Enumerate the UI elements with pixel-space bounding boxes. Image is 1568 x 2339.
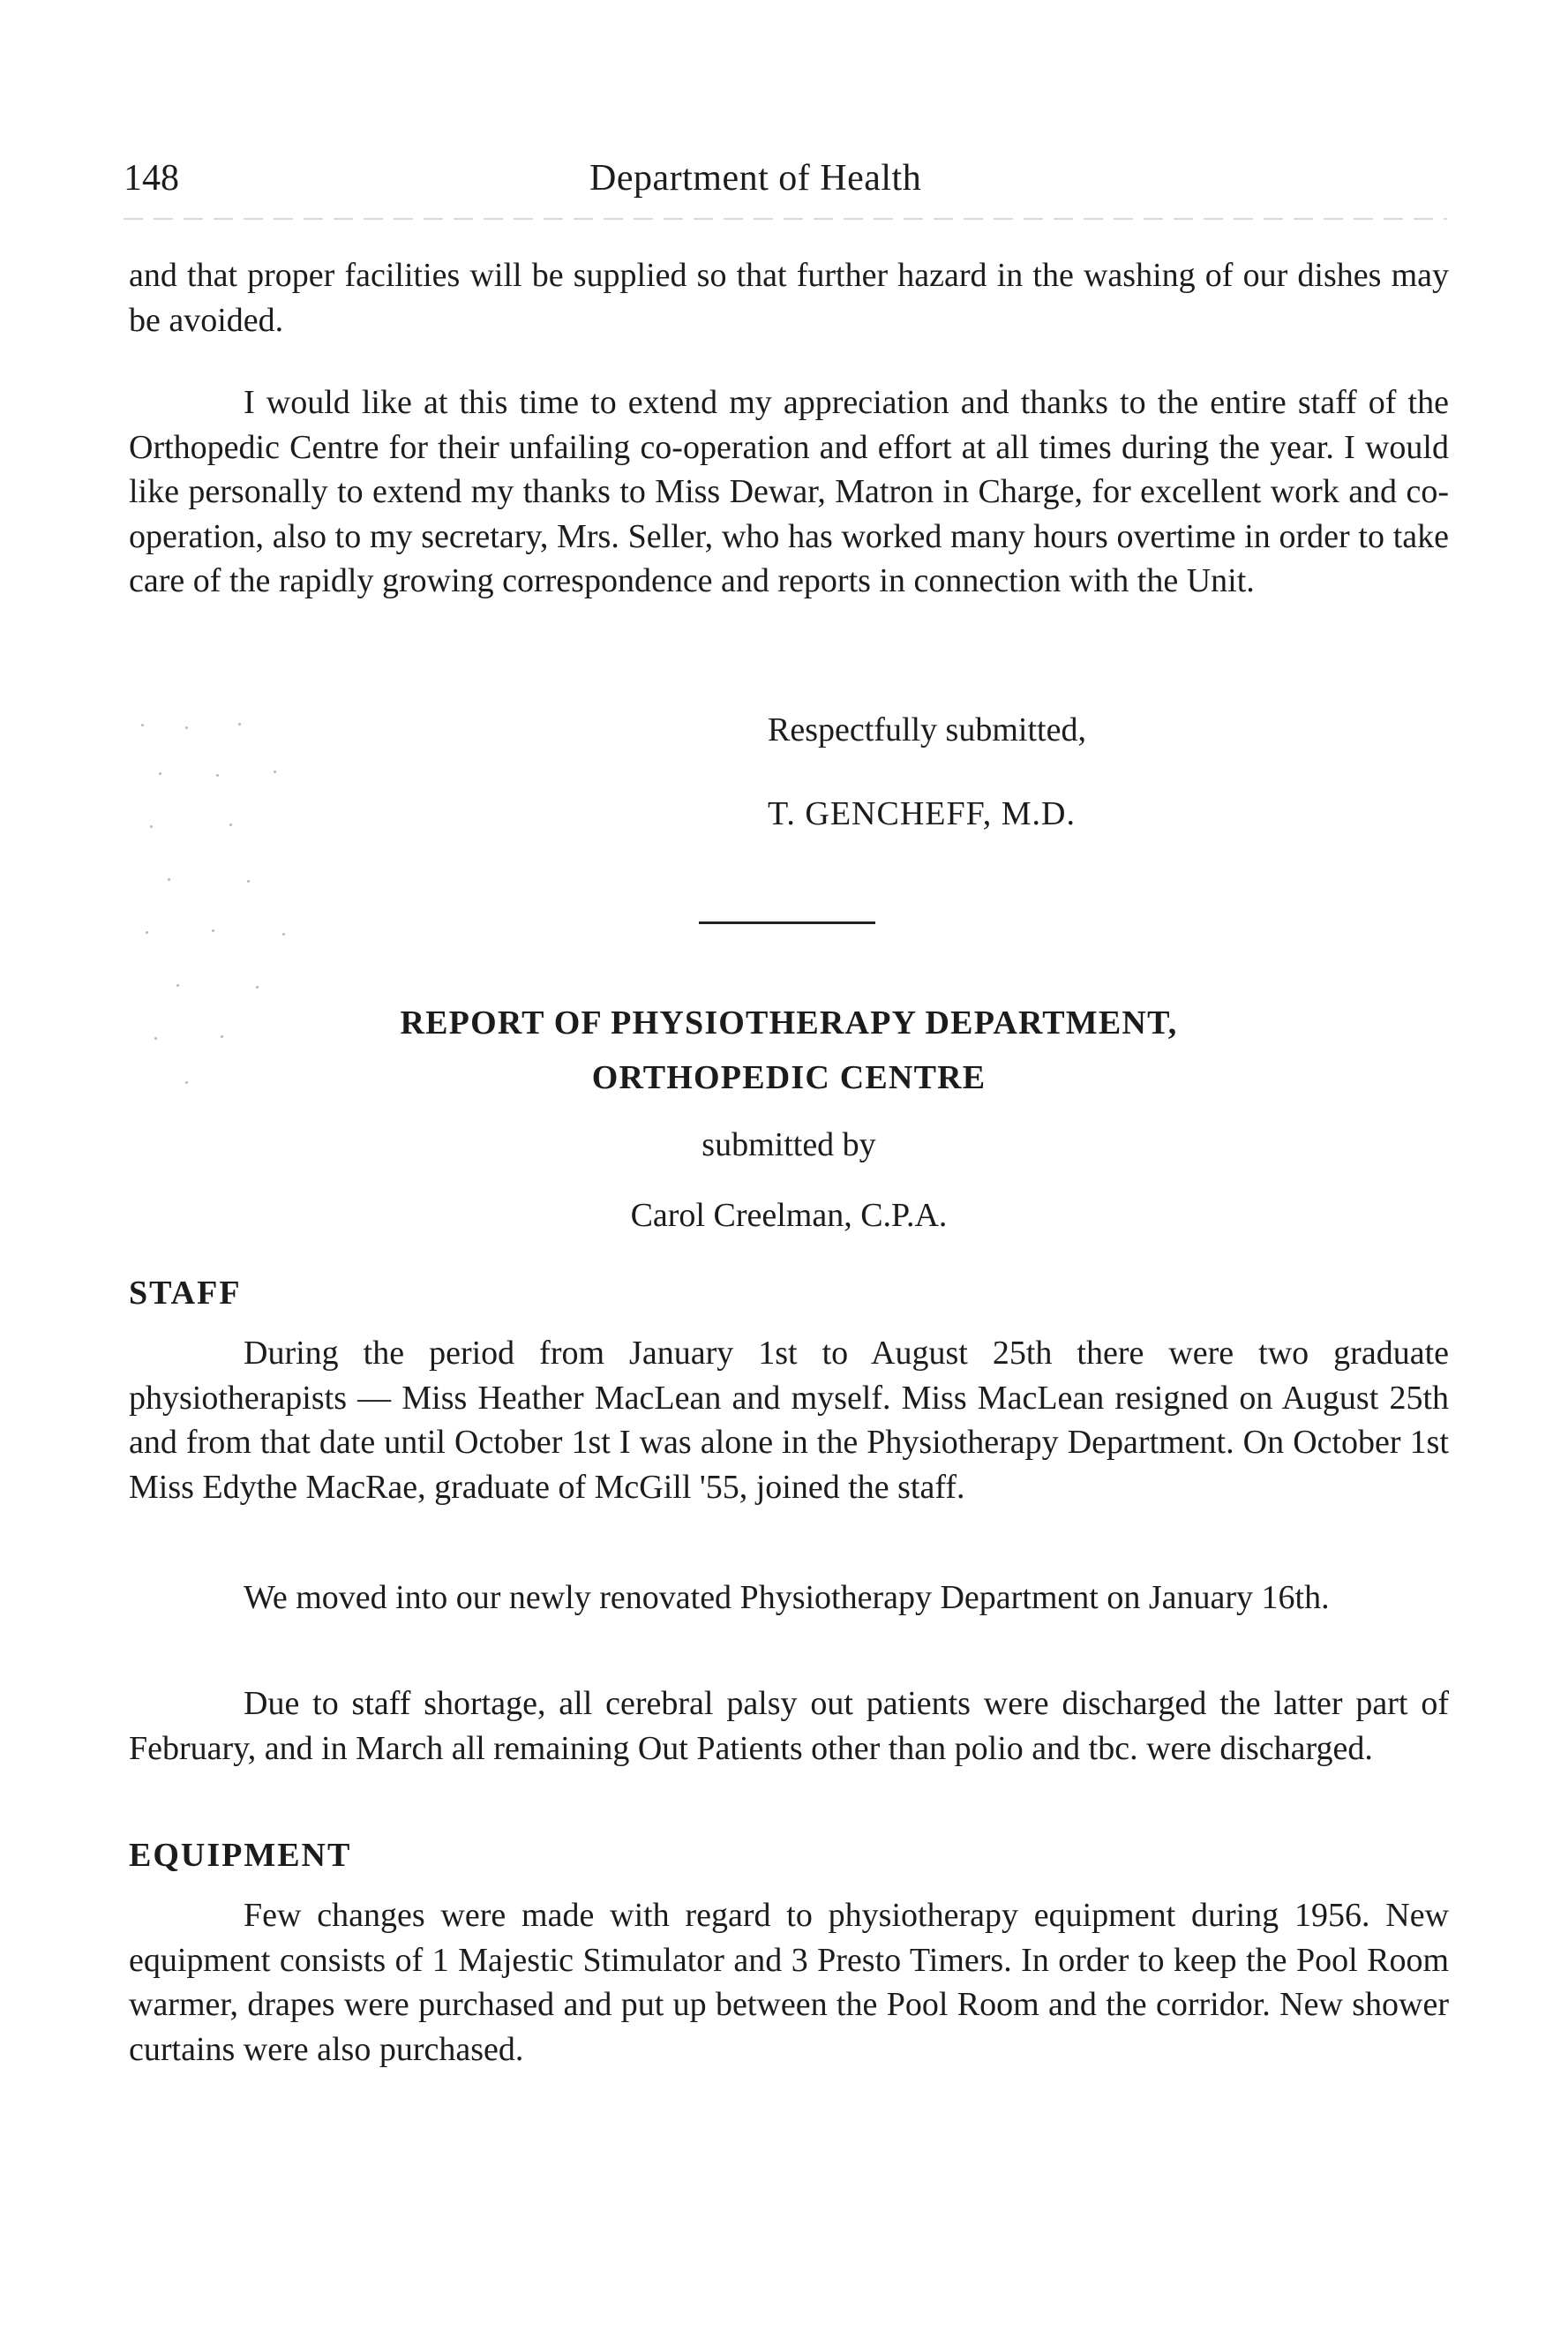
staff-heading: STAFF: [129, 1275, 242, 1312]
paragraph-acknowledgements: I would like at this time to extend my appreciation and thanks to the entire staff of the Orthopedic Centre for their unfailing co-operation and effort at all times during the year. I would like personally to extend my thanks to Miss Dewar, Matron in Charge, for excellent work and co-operation, also to my secretary, Mrs. Seller, who has worked many hours overtime in order to take care of the rapidly growing correspondence and reports in connection with the Unit.: [129, 384, 1449, 599]
paragraph-continuation: and that proper facilities will be supplied so that further hazard in the washing of our dishes may be avoided.: [129, 257, 1449, 339]
report-title-line-2: ORTHOPEDIC CENTRE: [591, 1059, 987, 1096]
page-number: 148: [124, 158, 179, 199]
equipment-paragraph: Few changes were made with regard to physiotherapy equipment during 1956. New equipment consists of 1 Majestic Stimulator and 3 Presto Timers. In order to keep the Pool Room warmer, drapes were purchased and put up between the Pool Room and the corridor. New shower curtains were also purchased.: [129, 1897, 1449, 2068]
staff-paragraph-2: We moved into our newly renovated Physiotherapy Department on January 16th.: [244, 1579, 1330, 1616]
submitted-by: submitted by: [701, 1126, 876, 1163]
report-author: Carol Creelman, C.P.A.: [630, 1197, 948, 1234]
header-rule: [124, 218, 1447, 220]
signature: T. GENCHEFF, M.D.: [768, 795, 1076, 832]
equipment-heading: EQUIPMENT: [129, 1837, 352, 1874]
section-divider: [699, 921, 875, 924]
staff-paragraph-1: During the period from January 1st to August 25th there were two graduate physiotherapists — Miss Heather MacLean and myself. Miss MacLean resigned on August 25th and from that date until October 1st I was alone in the Physiotherapy Department. On October 1st Miss Edythe MacRae, graduate of McGill '55, joined the staff.: [129, 1335, 1449, 1506]
closing-line: Respectfully submitted,: [768, 711, 1086, 748]
staff-paragraph-3: Due to staff shortage, all cerebral palsy out patients were discharged the latter part of February, and in March all remaining Out Patients other than polio and tbc. were discharged.: [129, 1685, 1449, 1767]
running-head: Department of Health: [589, 158, 922, 199]
page-header: [124, 157, 1447, 210]
report-title-line-1: REPORT OF PHYSIOTHERAPY DEPARTMENT,: [400, 1004, 1178, 1042]
